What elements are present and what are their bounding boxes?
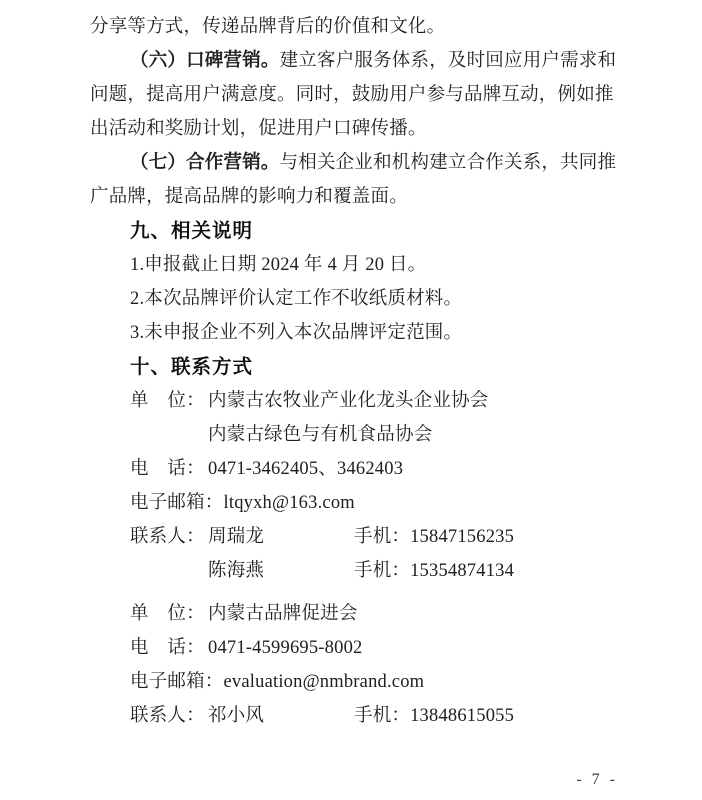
page-number: - 7 - — [576, 771, 618, 788]
org1-contact1-label: 联系人： — [130, 527, 205, 547]
paragraph-seven-lead: （七）合作营销。 — [130, 153, 280, 173]
org2-contact-label: 联系人： — [130, 706, 205, 726]
org2-contact-mobile-value: 13848615055 — [410, 706, 515, 726]
org2-contact-row — [90, 699, 616, 733]
org1-email-row — [90, 486, 616, 520]
org2-phone-value: 0471-4599695-8002 — [208, 638, 363, 658]
paragraph-six-line1-rest: 建立客户服务体系，及时回应用户需求和 — [279, 51, 617, 71]
org1-contact-row-1 — [90, 520, 616, 554]
paragraph-seven-line2: 广品牌，提高品牌的影响力和覆盖面。 — [90, 187, 408, 207]
org1-contact1-name: 周瑞龙 — [208, 527, 265, 547]
org2-email-value: evaluation@nmbrand.com — [223, 672, 425, 692]
paragraph-six-line3: 出活动和奖励计划，促进用户口碑传播。 — [90, 119, 427, 139]
paragraph-six-line2: 问题，提高用户满意度。同时，鼓励用户参与品牌互动，例如推 — [90, 85, 614, 105]
paragraph-seven-line1 — [90, 146, 616, 180]
section-ten-heading: 十、联系方式 — [130, 356, 254, 378]
org2-phone-row — [90, 631, 616, 665]
section-nine-item-2: 2.本次品牌评价认定工作不收纸质材料。 — [130, 289, 463, 309]
paragraph-six-lead: （六）口碑营销。 — [130, 51, 280, 71]
carryover-line: 分享等方式，传递品牌背后的价值和文化。 — [90, 17, 446, 37]
org1-unit-name-line2: 内蒙古绿色与有机食品协会 — [208, 425, 433, 445]
org1-contact2-mobile-label: 手机： — [354, 561, 411, 581]
org1-contact1-mobile-value: 15847156235 — [410, 527, 515, 547]
org2-contact-name: 祁小风 — [208, 706, 265, 726]
section-nine-item-1: 1.申报截止日期 2024 年 4 月 20 日。 — [130, 255, 427, 275]
paragraph-seven-line1-rest: 与相关企业和机构建立合作关系，共同推 — [279, 153, 617, 173]
org1-unit-name-line1: 内蒙古农牧业产业化龙头企业协会 — [208, 391, 489, 411]
org1-contact-row-2 — [90, 554, 616, 588]
org1-phone-row — [90, 452, 616, 486]
org2-unit-label: 单 位： — [130, 604, 205, 624]
org1-email-label: 电子邮箱： — [130, 493, 224, 513]
org2-unit-row — [90, 597, 616, 631]
org2-email-row — [90, 665, 616, 699]
org2-contact-mobile-label: 手机： — [354, 706, 411, 726]
org1-unit-label: 单 位： — [130, 391, 205, 411]
org1-contact2-mobile-value: 15354874134 — [410, 561, 515, 581]
org1-email-value: ltqyxh@163.com — [223, 493, 355, 513]
org1-phone-label: 电 话： — [130, 459, 205, 479]
org1-contact1-mobile-label: 手机： — [354, 527, 411, 547]
org1-unit-row — [90, 384, 616, 418]
section-nine-item-3: 3.未申报企业不列入本次品牌评定范围。 — [130, 323, 463, 343]
org2-phone-label: 电 话： — [130, 638, 205, 658]
org1-phone-value: 0471-3462405、3462403 — [208, 459, 404, 479]
paragraph-six-line1 — [90, 44, 616, 78]
document-content — [90, 10, 616, 733]
org1-contact2-name: 陈海燕 — [208, 561, 265, 581]
section-nine-heading: 九、相关说明 — [130, 220, 254, 242]
org2-unit-name: 内蒙古品牌促进会 — [208, 604, 358, 624]
org2-email-label: 电子邮箱： — [130, 672, 224, 692]
